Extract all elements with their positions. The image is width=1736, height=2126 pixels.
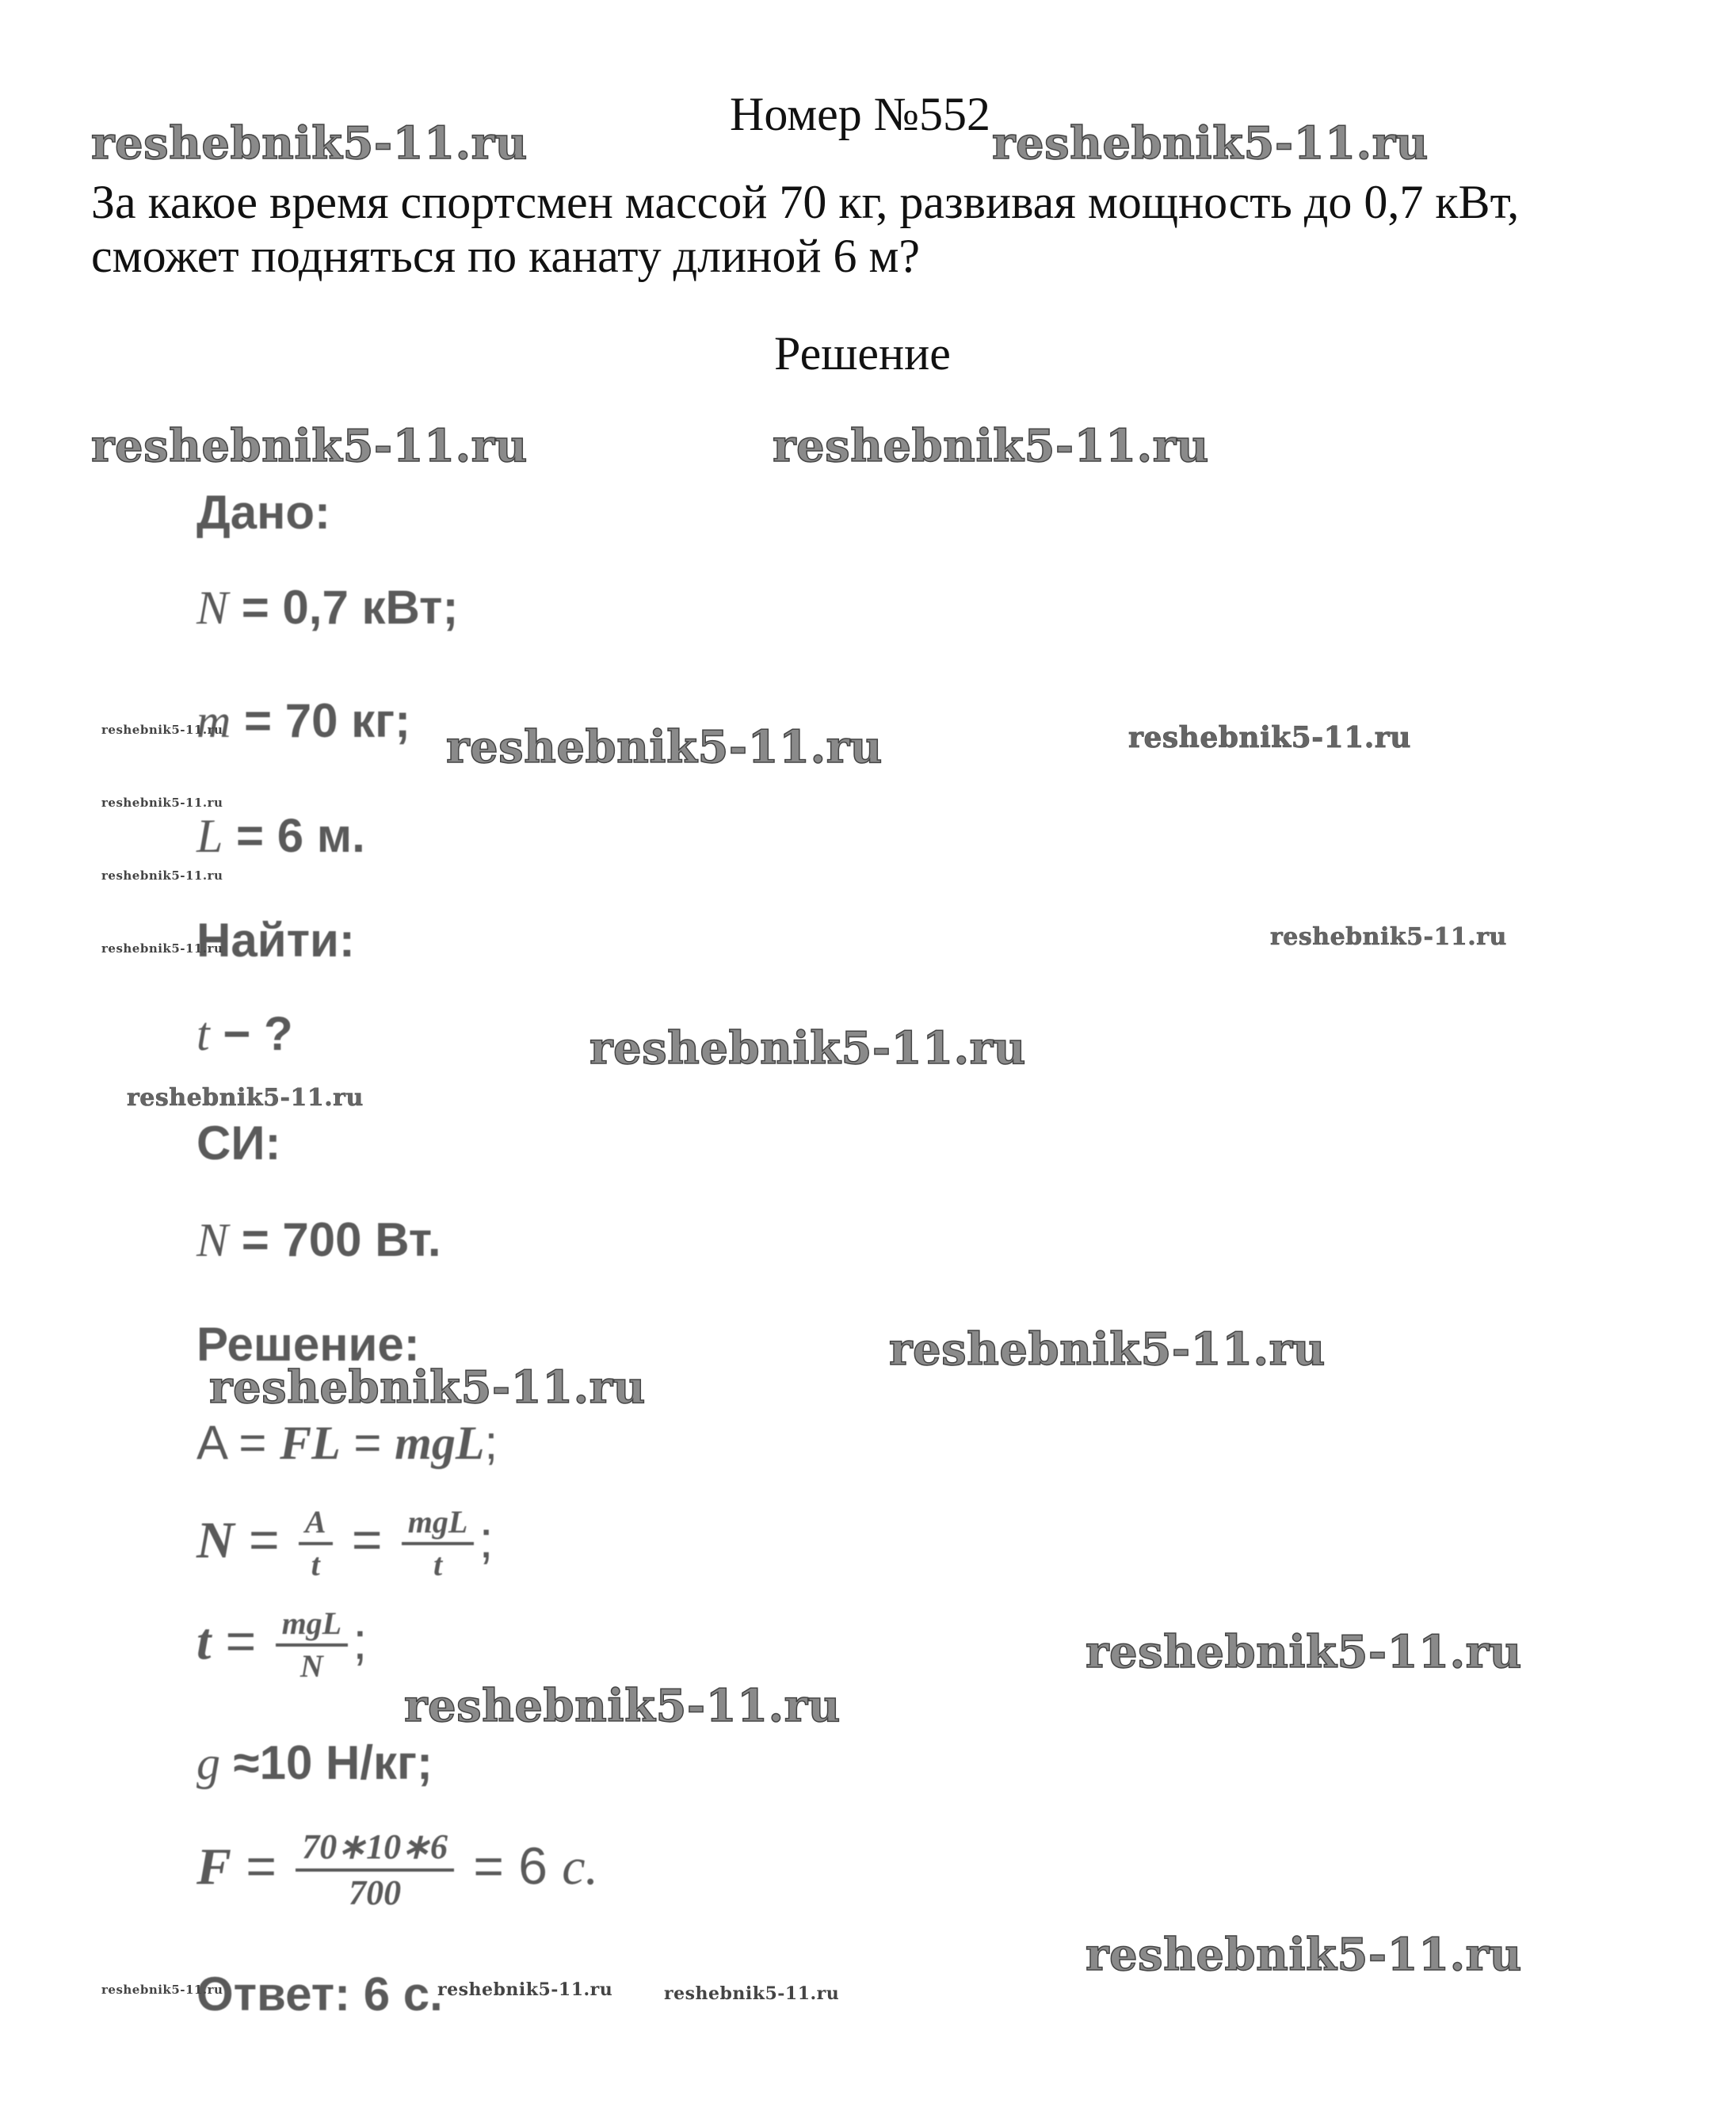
given-m-var: m <box>196 695 231 747</box>
find-t-rest: − ? <box>209 1007 293 1060</box>
watermark: reshebnik5-11.ru <box>101 796 223 810</box>
si-n-var: N <box>196 1214 229 1266</box>
eq5-unit: c. <box>562 1838 599 1896</box>
eq4-var: g <box>196 1737 220 1789</box>
eq3-end: ; <box>353 1611 368 1670</box>
fraction-denominator: 700 <box>349 1873 402 1913</box>
watermark: reshebnik5-11.ru <box>404 1680 841 1732</box>
eq2-eq: = <box>234 1510 294 1569</box>
eq3-eq: = <box>211 1611 271 1670</box>
eq1-fl: FL <box>280 1417 341 1469</box>
fraction-denominator: t <box>311 1547 320 1582</box>
equation-power <box>196 1506 494 1582</box>
eq3-lhs: t <box>196 1613 212 1671</box>
watermark: reshebnik5-11.ru <box>101 941 223 956</box>
given-n <box>196 580 458 636</box>
watermark: reshebnik5-11.ru <box>437 1979 613 2000</box>
fraction-numerator: mgL <box>276 1607 349 1647</box>
watermark: reshebnik5-11.ru <box>91 117 528 170</box>
eq5-lhs: F <box>196 1838 232 1896</box>
fraction-mgl-over-n <box>276 1607 349 1683</box>
given-label: Дано: <box>196 486 330 539</box>
given-m-value: = 70 кг; <box>231 694 411 747</box>
si-n <box>196 1212 441 1268</box>
eq1-mgl: mgL <box>395 1417 485 1469</box>
watermark: reshebnik5-11.ru <box>101 1983 223 1997</box>
find-label: Найти: <box>196 914 355 967</box>
watermark: reshebnik5-11.ru <box>446 721 883 773</box>
problem-number-title: Номер №552 <box>730 88 991 140</box>
fraction-a-over-t <box>299 1506 333 1582</box>
fraction-result <box>296 1829 454 1911</box>
given-n-var: N <box>196 582 229 634</box>
problem-text-line-1: За какое время спортсмен массой 70 кг, развивая мощность до 0,7 кВт, <box>91 176 1520 228</box>
watermark: reshebnik5-11.ru <box>91 420 528 472</box>
given-m <box>196 693 410 749</box>
watermark: reshebnik5-11.ru <box>1085 1929 1522 1981</box>
eq1-a: A = <box>196 1416 280 1469</box>
equation-result <box>196 1829 598 1911</box>
fraction-numerator: 70∗10∗6 <box>296 1829 454 1872</box>
fraction-numerator: mgL <box>402 1506 475 1545</box>
watermark: reshebnik5-11.ru <box>664 1983 840 2004</box>
si-label: СИ: <box>196 1116 281 1170</box>
eq4-rest: ≈10 Н/кг; <box>220 1736 433 1789</box>
eq2-eq2: = <box>337 1510 397 1569</box>
find-t-var: t <box>196 1008 210 1060</box>
si-n-value: = 700 Вт. <box>228 1213 441 1266</box>
watermark: reshebnik5-11.ru <box>127 1084 364 1112</box>
fraction-denominator: N <box>300 1648 323 1684</box>
fraction-numerator: A <box>299 1506 333 1545</box>
watermark: reshebnik5-11.ru <box>889 1323 1326 1376</box>
eq2-lhs: N <box>196 1511 235 1570</box>
eq5-rhs: = 6 <box>458 1836 563 1895</box>
answer-text: Ответ: 6 с. <box>196 1968 443 2021</box>
fraction-mgl-over-t <box>402 1506 475 1582</box>
equation-gravity <box>196 1735 433 1791</box>
watermark: reshebnik5-11.ru <box>773 420 1209 472</box>
solution-label: Решение: <box>196 1318 420 1371</box>
equation-time <box>196 1607 367 1683</box>
eq2-end: ; <box>479 1510 494 1569</box>
eq5-eq: = <box>231 1836 292 1895</box>
watermark: reshebnik5-11.ru <box>992 117 1429 170</box>
equation-work <box>196 1415 498 1471</box>
watermark: reshebnik5-11.ru <box>1128 721 1411 754</box>
solution-heading: Решение <box>774 327 951 380</box>
watermark: reshebnik5-11.ru <box>101 868 223 883</box>
given-l-value: = 6 м. <box>223 809 365 862</box>
problem-text-line-2: сможет подняться по канату длиной 6 м? <box>91 230 921 282</box>
watermark: reshebnik5-11.ru <box>589 1022 1026 1074</box>
fraction-denominator: t <box>433 1547 443 1582</box>
given-n-value: = 0,7 кВт; <box>228 581 459 634</box>
watermark: reshebnik5-11.ru <box>1085 1626 1522 1678</box>
watermark: reshebnik5-11.ru <box>101 723 223 737</box>
watermark: reshebnik5-11.ru <box>209 1361 646 1414</box>
given-l-var: L <box>196 810 223 862</box>
find-t <box>196 1006 293 1062</box>
eq1-eq: = <box>340 1416 395 1469</box>
eq1-end: ; <box>484 1416 498 1469</box>
watermark: reshebnik5-11.ru <box>1270 923 1507 951</box>
given-l <box>196 808 365 864</box>
